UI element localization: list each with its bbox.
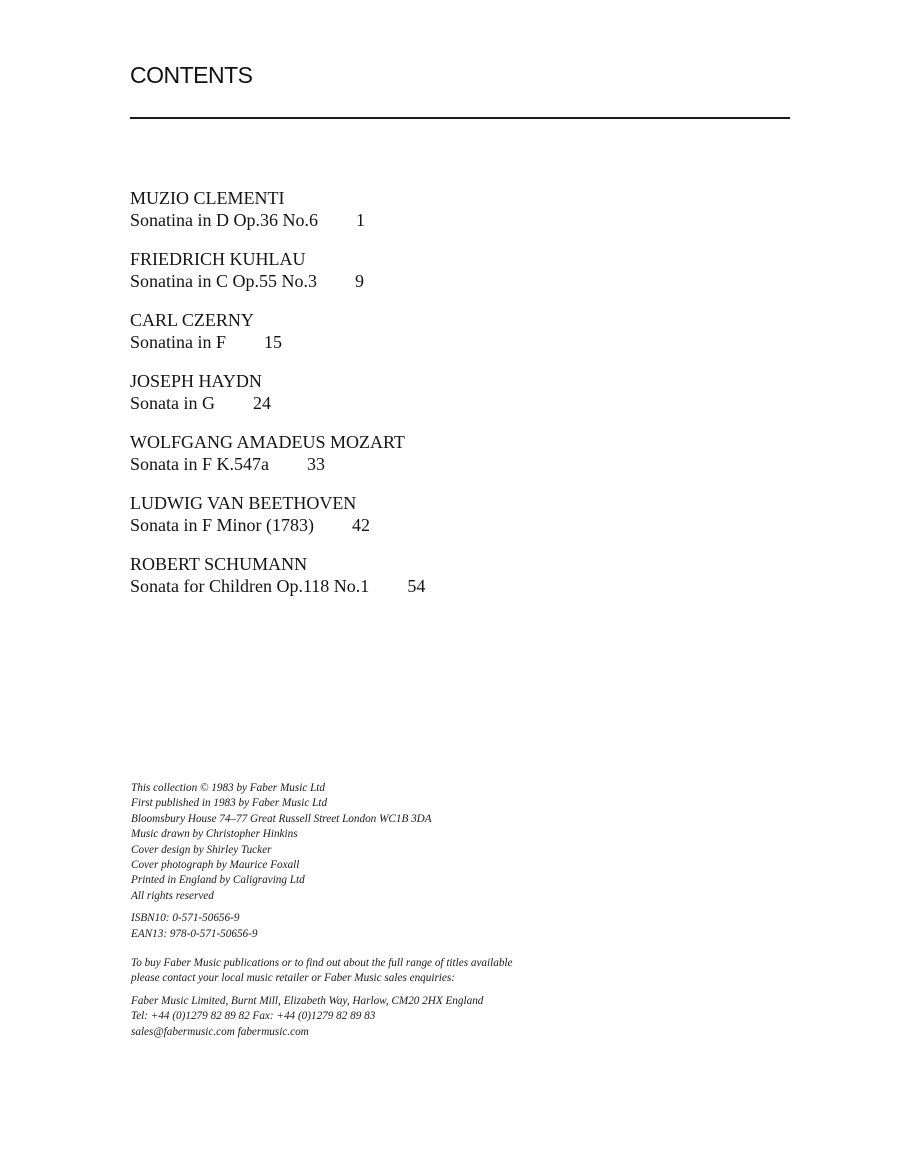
work-line: [130, 209, 730, 231]
contact-block: [131, 994, 651, 1040]
list-item: [130, 370, 730, 431]
composer-name: ROBERT SCHUMANN: [130, 554, 308, 574]
composer-name: FRIEDRICH KUHLAU: [130, 249, 306, 269]
credit-line: Cover photograph by Maurice Foxall: [131, 859, 300, 872]
work-line: [130, 331, 730, 353]
page-number: 42: [352, 515, 370, 535]
work-title: Sonatina in F: [130, 332, 227, 352]
list-item: [130, 309, 730, 370]
imprint: [131, 781, 651, 1047]
work-title: Sonata in F K.547a: [130, 454, 269, 474]
page-number: 33: [307, 454, 325, 474]
buy-info-line: please contact your local music retailer or Faber Music sales enquiries:: [131, 972, 455, 985]
list-item: [130, 492, 730, 553]
list-item: [130, 431, 730, 492]
credit-line: Printed in England by Caligraving Ltd: [131, 874, 305, 887]
page-number: 9: [355, 271, 364, 291]
isbn-line: EAN13: 978-0-571-50656-9: [131, 927, 258, 940]
page-number: 1: [356, 210, 365, 230]
page-number: 24: [253, 393, 271, 413]
credits-block: [131, 781, 651, 904]
credit-line: Bloomsbury House 74–77 Great Russell Street London WC1B 3DA: [131, 812, 432, 825]
work-line: [130, 514, 730, 536]
page-number: 54: [407, 576, 426, 596]
work-line: [130, 575, 730, 597]
credit-line: This collection © 1983 by Faber Music Ltd: [131, 782, 326, 794]
contents-list: [130, 187, 730, 614]
title-rule: [130, 117, 790, 119]
contact-line: Faber Music Limited, Burnt Mill, Elizabeth Way, Harlow, CM20 2HX England: [131, 994, 484, 1007]
work-title: Sonatina in D Op.36 No.6: [130, 210, 318, 230]
buy-info-block: [131, 956, 651, 987]
list-item: [130, 248, 730, 309]
credit-line: All rights reserved: [131, 889, 214, 902]
composer-name: CARL CZERNY: [130, 310, 254, 330]
work-title: Sonata in G: [130, 393, 215, 413]
credit-line: Music drawn by Christopher Hinkins: [131, 828, 298, 841]
page-title: CONTENTS: [130, 62, 253, 88]
contact-line: sales@fabermusic.com fabermusic.com: [131, 1025, 309, 1038]
work-title: Sonata for Children Op.118 No.1: [130, 576, 370, 596]
work-line: [130, 270, 730, 292]
credit-line: Cover design by Shirley Tucker: [131, 843, 272, 856]
list-item: [130, 553, 730, 614]
composer-name: MUZIO CLEMENTI: [130, 188, 285, 208]
work-title: Sonatina in C Op.55 No.3: [130, 271, 317, 291]
buy-info-line: To buy Faber Music publications or to find out about the full range of titles available: [131, 957, 513, 970]
page-number: 15: [264, 332, 283, 352]
work-title: Sonata in F Minor (1783): [130, 515, 314, 535]
composer-name: JOSEPH HAYDN: [130, 371, 262, 391]
list-item: [130, 187, 730, 248]
credit-line: First published in 1983 by Faber Music Ltd: [131, 797, 328, 810]
composer-name: WOLFGANG AMADEUS MOZART: [130, 432, 405, 452]
contact-line: Tel: +44 (0)1279 82 89 82 Fax: +44 (0)1279 82 89 83: [131, 1010, 376, 1023]
work-line: [130, 453, 730, 475]
isbn-line: ISBN10: 0-571-50656-9: [131, 912, 240, 925]
composer-name: LUDWIG VAN BEETHOVEN: [130, 493, 357, 513]
work-line: [130, 392, 730, 414]
isbn-block: [131, 911, 651, 942]
